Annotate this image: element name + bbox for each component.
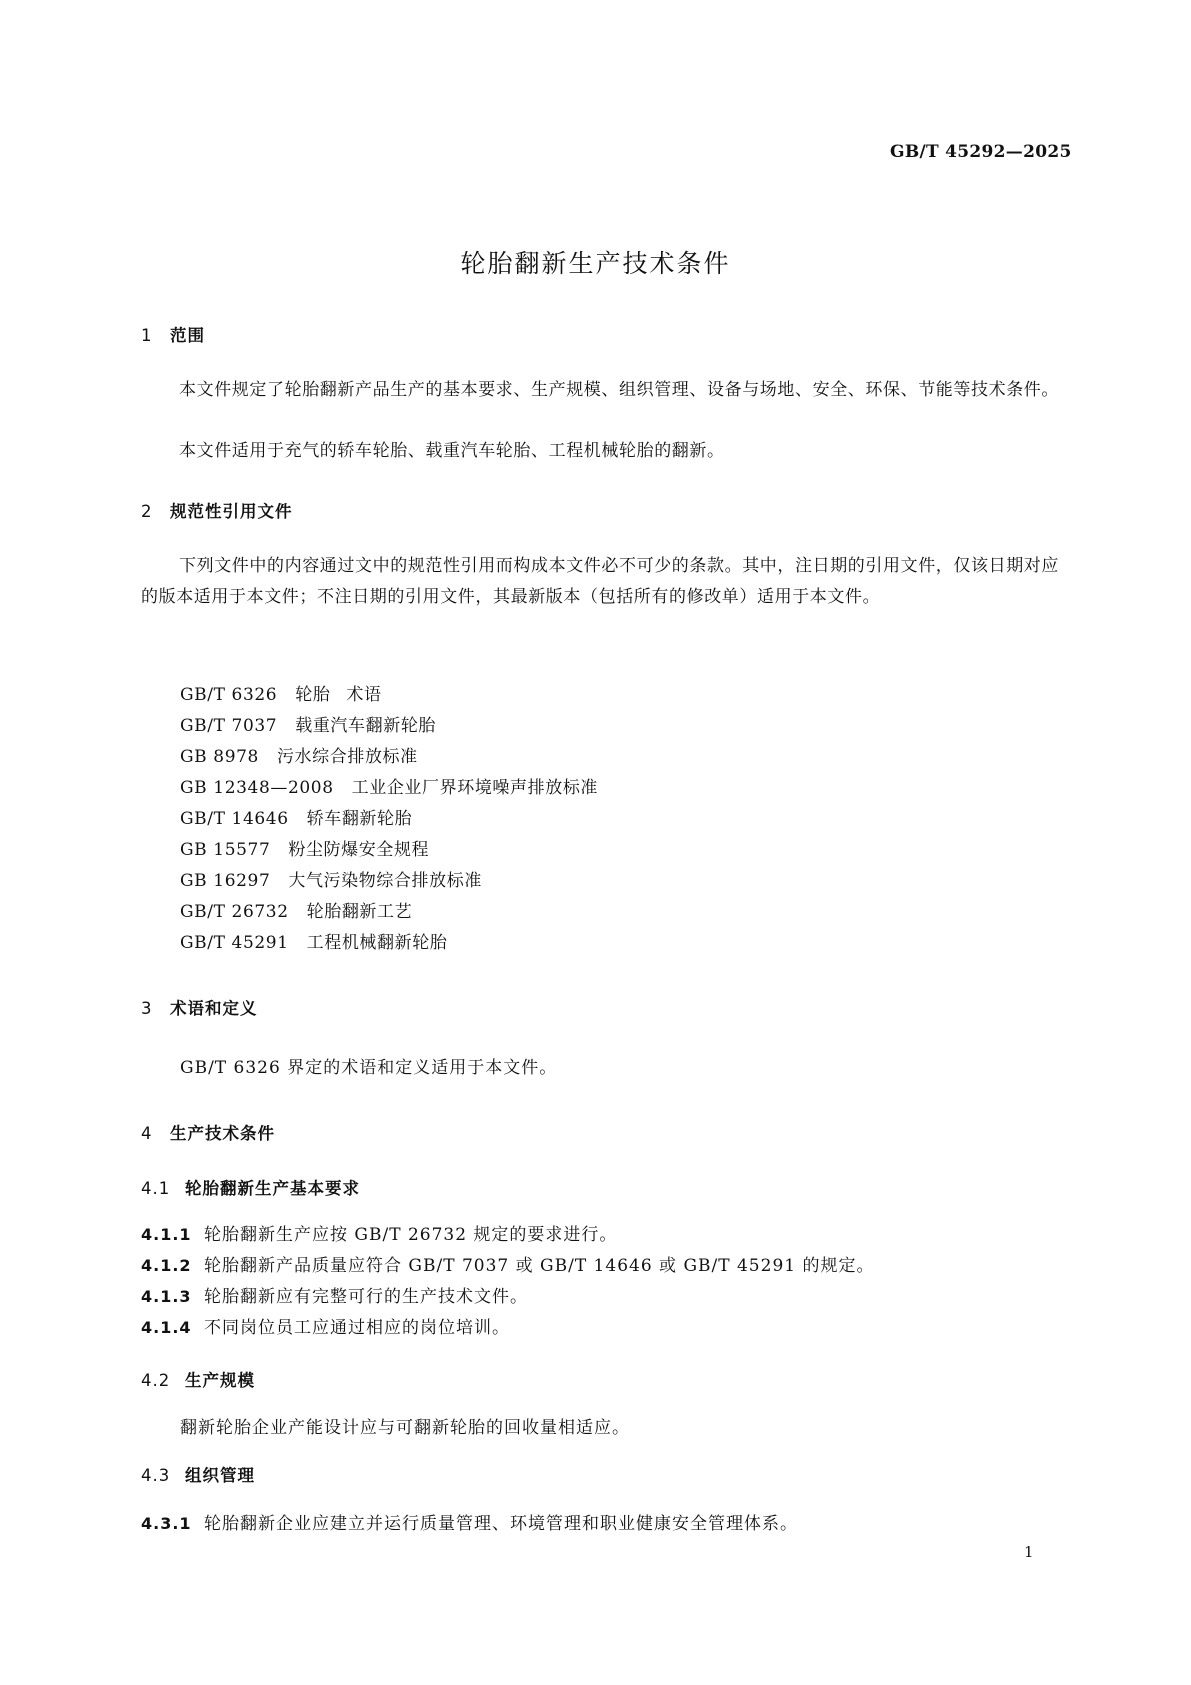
reference-item [180, 773, 598, 798]
section-number: 2 [141, 502, 153, 521]
subsection-4-2-heading [141, 1367, 255, 1391]
reference-title: 工程机械翻新轮胎 [306, 933, 448, 953]
reference-code: GB 15577 [180, 840, 271, 860]
section-4-heading [141, 1120, 275, 1144]
clause-4-1-3 [141, 1282, 528, 1307]
section-number: 4 [141, 1124, 153, 1143]
subsection-title: 轮胎翻新生产基本要求 [185, 1179, 360, 1198]
reference-title: 大气污染物综合排放标准 [288, 871, 482, 891]
subsection-number: 4.3 [141, 1466, 171, 1485]
subsection-number: 4.2 [141, 1371, 171, 1390]
reference-code: GB 16297 [180, 871, 271, 891]
subsection-title: 组织管理 [185, 1466, 255, 1485]
reference-item [180, 928, 447, 953]
section-title: 范围 [170, 326, 205, 345]
reference-code: GB/T 14646 [180, 809, 289, 829]
reference-title: 轮胎翻新工艺 [306, 902, 413, 922]
subsection-title: 生产规模 [185, 1371, 255, 1390]
reference-item [180, 866, 482, 891]
clause-number: 4.1.4 [141, 1318, 192, 1337]
section-title: 术语和定义 [170, 999, 258, 1018]
reference-title-part-2: 术语 [346, 685, 382, 705]
section-title: 规范性引用文件 [170, 502, 293, 521]
clause-4-1-2 [141, 1251, 874, 1276]
document-title: 轮胎翻新生产技术条件 [460, 249, 731, 278]
clause-number: 4.3.1 [141, 1514, 192, 1533]
reference-item [180, 742, 418, 767]
section-1-paragraph-2: 本文件适用于充气的轿车轮胎、载重汽车轮胎、工程机械轮胎的翻新。 [179, 441, 725, 461]
reference-title: 载重汽车翻新轮胎 [295, 716, 437, 736]
section-title: 生产技术条件 [170, 1124, 275, 1143]
section-2-heading [141, 498, 293, 522]
reference-title: 轿车翻新轮胎 [306, 809, 413, 829]
reference-item [180, 835, 429, 860]
reference-title: 粉尘防爆安全规程 [288, 840, 430, 860]
section-number: 1 [141, 326, 153, 345]
reference-item [180, 804, 412, 829]
clause-text: 轮胎翻新产品质量应符合 GB/T 7037 或 GB/T 14646 或 GB/T 45291 的规定。 [204, 1256, 875, 1276]
page-number: 1 [1024, 1543, 1034, 1561]
reference-code: GB/T 6326 [180, 685, 278, 705]
standard-code: GB/T 45292—2025 [890, 142, 1072, 162]
section-1-paragraph-1: 本文件规定了轮胎翻新产品生产的基本要求、生产规模、组织管理、设备与场地、安全、环保、节能等技术条件。 [179, 380, 1059, 400]
subsection-4-3-heading [141, 1462, 255, 1486]
subsection-4-1-heading [141, 1175, 360, 1199]
clause-4-1-4 [141, 1313, 510, 1338]
clause-4-3-1 [141, 1509, 798, 1534]
section-1-heading [141, 322, 205, 346]
section-3-heading [141, 995, 258, 1019]
reference-item [180, 680, 382, 705]
subsection-number: 4.1 [141, 1179, 171, 1198]
reference-title: 轮胎 [295, 685, 331, 705]
reference-code: GB/T 45291 [180, 933, 289, 953]
section-2-paragraph-1: 下列文件中的内容通过文中的规范性引用而构成本文件必不可少的条款。其中，注日期的引用文件，仅该日期对应的版本适用于本文件；不注日期的引用文件，其最新版本（包括所有的修改单）适用于本文件。 [141, 556, 1059, 607]
clause-number: 4.1.3 [141, 1287, 192, 1306]
clause-text: 轮胎翻新企业应建立并运行质量管理、环境管理和职业健康安全管理体系。 [204, 1514, 798, 1534]
section-3-paragraph-1: GB/T 6326 界定的术语和定义适用于本文件。 [180, 1058, 558, 1078]
reference-title: 污水综合排放标准 [276, 747, 418, 767]
reference-item [180, 711, 436, 736]
clause-4-1-1 [141, 1220, 617, 1245]
clause-text: 不同岗位员工应通过相应的岗位培训。 [204, 1318, 510, 1338]
section-number: 3 [141, 999, 153, 1018]
subsection-4-2-paragraph: 翻新轮胎企业产能设计应与可翻新轮胎的回收量相适应。 [180, 1418, 630, 1438]
reference-code: GB/T 7037 [180, 716, 278, 736]
clause-text: 轮胎翻新应有完整可行的生产技术文件。 [204, 1287, 528, 1307]
reference-title: 工业企业厂界环境噪声排放标准 [351, 778, 599, 798]
clause-text: 轮胎翻新生产应按 GB/T 26732 规定的要求进行。 [204, 1225, 618, 1245]
reference-item [180, 897, 412, 922]
reference-code: GB/T 26732 [180, 902, 289, 922]
clause-number: 4.1.1 [141, 1225, 192, 1244]
reference-code: GB 12348—2008 [180, 778, 334, 798]
clause-number: 4.1.2 [141, 1256, 192, 1275]
reference-code: GB 8978 [180, 747, 259, 767]
